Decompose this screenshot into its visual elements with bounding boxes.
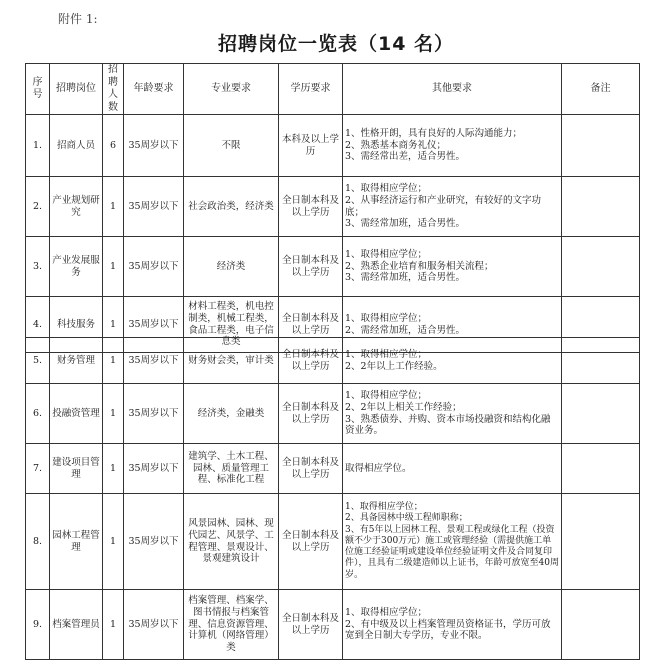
cell-count: 1: [103, 494, 124, 590]
cell-no: 7.: [26, 444, 50, 494]
header-major: 专业要求: [184, 64, 279, 115]
cell-major: 财务财会类，审计类: [184, 338, 279, 384]
cell-position: 产业规划研究: [50, 177, 103, 237]
cell-age: 35周岁以下: [124, 590, 184, 660]
cell-edu: 本科及以上学历: [279, 115, 343, 177]
cell-age: 35周岁以下: [124, 297, 184, 353]
table-row: [26, 338, 640, 384]
cell-count: 1: [103, 384, 124, 444]
cell-other: 1、取得相应学位； 2、2年以上工作经验。: [343, 338, 562, 384]
cell-remark: [562, 444, 640, 494]
cell-count: 1: [103, 444, 124, 494]
cell-edu: 全日制本科及以上学历: [279, 297, 343, 353]
cell-major: 材料工程类，机电控制类，机械工程类，食品工程类，电子信息类: [184, 297, 279, 353]
cell-no: 5.: [26, 338, 50, 384]
cell-edu: 全日制本科及以上学历: [279, 494, 343, 590]
cell-edu: 全日制本科及以上学历: [279, 444, 343, 494]
cell-major: 经济类，金融类: [184, 384, 279, 444]
table-row: [26, 237, 640, 297]
cell-no: 8.: [26, 494, 50, 590]
cell-count: 1: [103, 297, 124, 353]
cell-remark: [562, 384, 640, 444]
cell-major: 风景园林、园林、现代园艺、风景学、工程管理、景观设计、景观建筑设计: [184, 494, 279, 590]
cell-no: 1.: [26, 115, 50, 177]
cell-count: 1: [103, 177, 124, 237]
cell-major: 社会政治类，经济类: [184, 177, 279, 237]
cell-other: 1、取得相应学位； 2、具备园林中级工程师职称； 3、有5年以上园林工程、景观工程或绿化工程（投资额不少于300万元）施工或管理经验（需提供施工单位施工经验证明或建设单位经验证明文件及合同复印件），且具有二级建造师以上证书，年龄可放宽至40周岁。: [343, 494, 562, 590]
table-row: [26, 177, 640, 237]
cell-remark: [562, 237, 640, 297]
cell-other: 1、取得相应学位； 2、需经常加班，适合男性。: [343, 297, 562, 353]
cell-no: 2.: [26, 177, 50, 237]
cell-count: 6: [103, 115, 124, 177]
cell-remark: [562, 338, 640, 384]
header-no: 序号: [26, 64, 50, 115]
table-row: [26, 384, 640, 444]
header-remark: 备注: [562, 64, 640, 115]
cell-position: 建设项目管理: [50, 444, 103, 494]
cell-age: 35周岁以下: [124, 444, 184, 494]
cell-age: 35周岁以下: [124, 177, 184, 237]
cell-remark: [562, 590, 640, 660]
cell-position: 投融资管理: [50, 384, 103, 444]
cell-remark: [562, 115, 640, 177]
cell-other: 1、取得相应学位； 2、2年以上相关工作经验； 3、熟悉债券、并购、资本市场投融资和结构化融资业务。: [343, 384, 562, 444]
cell-no: 9.: [26, 590, 50, 660]
cell-other: 1、取得相应学位； 2、从事经济运行和产业研究，有较好的文字功底； 3、需经常加班，适合男性。: [343, 177, 562, 237]
cell-count: 1: [103, 237, 124, 297]
cell-age: 35周岁以下: [124, 384, 184, 444]
cell-no: 4.: [26, 297, 50, 353]
page-title: 招聘岗位一览表（14 名）: [217, 33, 455, 55]
recruitment-table-part1: [25, 63, 640, 353]
cell-position: 档案管理员: [50, 590, 103, 660]
table-row: [26, 115, 640, 177]
header-other: 其他要求: [343, 64, 562, 115]
cell-other: 1、性格开朗，具有良好的人际沟通能力； 2、熟悉基本商务礼仪； 3、需经常出差，适合男性。: [343, 115, 562, 177]
cell-major: 档案管理、档案学、图书情报与档案管理、信息资源管理、计算机（网络管理）类: [184, 590, 279, 660]
cell-other: 取得相应学位。: [343, 444, 562, 494]
cell-edu: 全日制本科及以上学历: [279, 177, 343, 237]
cell-edu: 全日制本科及以上学历: [279, 590, 343, 660]
cell-age: 35周岁以下: [124, 237, 184, 297]
header-position: 招聘岗位: [50, 64, 103, 115]
table-row: [26, 444, 640, 494]
header-age: 年龄要求: [124, 64, 184, 115]
cell-no: 6.: [26, 384, 50, 444]
header-count: 招聘人数: [103, 64, 124, 115]
cell-remark: [562, 177, 640, 237]
cell-count: 1: [103, 590, 124, 660]
cell-edu: 全日制本科及以上学历: [279, 237, 343, 297]
cell-position: 产业发展服务: [50, 237, 103, 297]
cell-position: 招商人员: [50, 115, 103, 177]
cell-position: 财务管理: [50, 338, 103, 384]
cell-major: 建筑学、土木工程、园林、质量管理工程、标准化工程: [184, 444, 279, 494]
table-row: [26, 590, 640, 660]
table-row: [26, 494, 640, 590]
cell-no: 3.: [26, 237, 50, 297]
cell-other: 1、取得相应学位； 2、有中级及以上档案管理员资格证书，学历可放宽到全日制大专学历，专业不限。: [343, 590, 562, 660]
cell-position: 科技服务: [50, 297, 103, 353]
header-edu: 学历要求: [279, 64, 343, 115]
recruitment-table-part2: [25, 337, 640, 660]
cell-major: 不限: [184, 115, 279, 177]
attachment-label: 附件 1:: [58, 12, 98, 26]
cell-age: 35周岁以下: [124, 338, 184, 384]
cell-age: 35周岁以下: [124, 115, 184, 177]
cell-count: 1: [103, 338, 124, 384]
cell-edu: 全日制本科及以上学历: [279, 338, 343, 384]
cell-other: 1、取得相应学位； 2、熟悉企业培育和服务相关流程； 3、需经常加班，适合男性。: [343, 237, 562, 297]
cell-remark: [562, 494, 640, 590]
cell-age: 35周岁以下: [124, 494, 184, 590]
cell-position: 园林工程管理: [50, 494, 103, 590]
cell-edu: 全日制本科及以上学历: [279, 384, 343, 444]
cell-major: 经济类: [184, 237, 279, 297]
table-header-row: [26, 64, 640, 115]
